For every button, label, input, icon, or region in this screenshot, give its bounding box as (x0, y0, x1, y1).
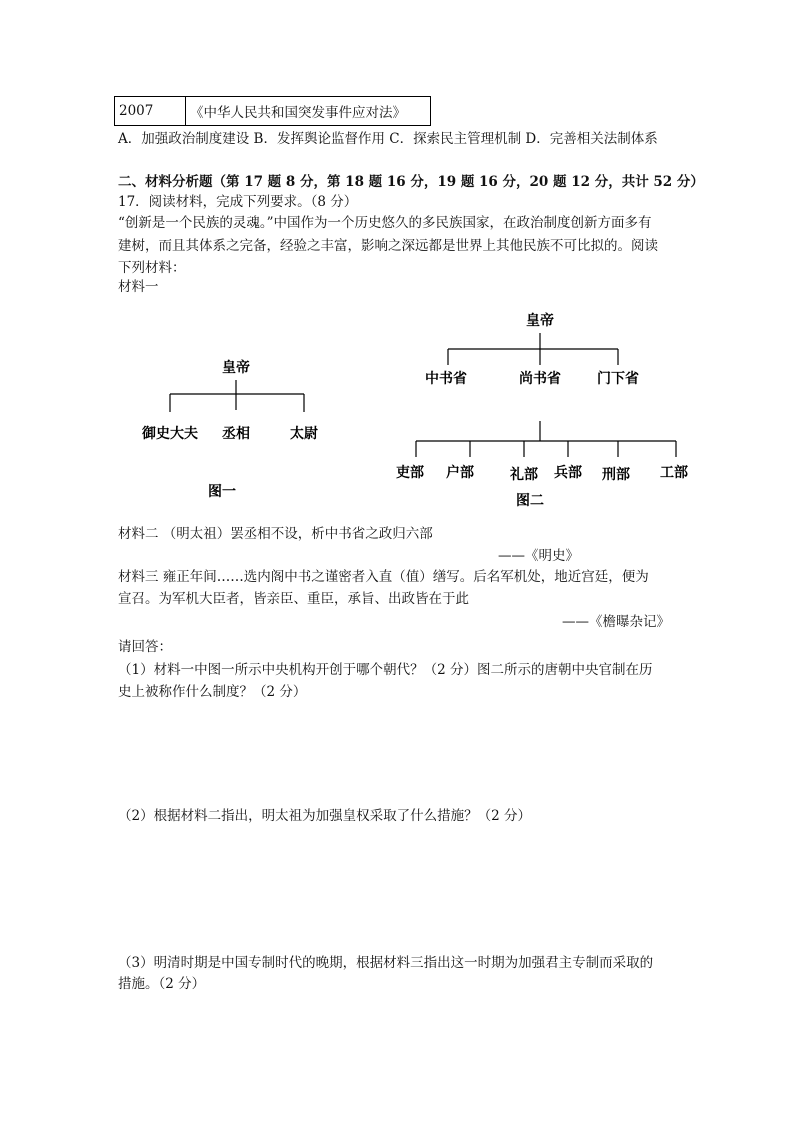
question-17-intro: 17．阅读材料，完成下列要求。（8 分） (118, 194, 358, 210)
sub-question-1-line-2: 史上被称作什么制度？（2 分） (118, 684, 307, 700)
paragraph-line-1: “创新是一个民族的灵魂。”中国作为一个历史悠久的多民族国家，在政治制度创新方面多有 (118, 215, 652, 231)
fig2-top-node: 皇帝 (526, 313, 554, 329)
material-2-source: ——《明史》 (498, 548, 579, 564)
answer-options: A．加强政治制度建设 B．发挥舆论监督作用 C．探索民主管理机制 D．完善相关法制体系 (118, 131, 658, 147)
fig1-caption: 图一 (208, 484, 236, 500)
paragraph-line-2: 建树，而且其体系之完备，经验之丰富，影响之深远都是世界上其他民族不可比拟的。阅读 (118, 238, 658, 254)
fig1-node-taiwei: 太尉 (290, 426, 318, 442)
fig2-node-gongbu: 工部 (660, 465, 688, 481)
paragraph-line-3: 下列材料： (118, 260, 186, 276)
answer-prompt: 请回答： (118, 639, 172, 655)
fig1-node-chengxiang: 丞相 (222, 426, 250, 442)
fig2-node-libu-personnel: 吏部 (396, 465, 424, 481)
figure-1-diagram (130, 350, 340, 510)
fig2-node-xingbu: 刑部 (602, 467, 630, 483)
fig1-top-node: 皇帝 (222, 360, 250, 376)
sub-question-3-line-1: （3）明清时期是中国专制时代的晚期，根据材料三指出这一时期为加强君主专制而采取的 (118, 955, 654, 971)
material-1-label: 材料一 (118, 279, 159, 295)
fig2-node-zhongshu: 中书省 (425, 371, 467, 387)
sub-question-2: （2）根据材料二指出，明太祖为加强皇权采取了什么措施？（2 分） (118, 808, 531, 824)
material-2: 材料二 （明太祖）罢丞相不设，析中书省之政归六部 (118, 526, 433, 542)
table-row (115, 97, 431, 126)
year-cell: 2007 (115, 97, 186, 126)
material-3-source: ——《檐曝杂记》 (562, 614, 670, 630)
section-title: 二、材料分析题（第 17 题 8 分，第 18 题 16 分，19 题 16 分，20 题 12 分，共计 52 分） (118, 174, 704, 190)
sub-question-1-line-1: （1）材料一中图一所示中央机构开创于哪个朝代？（2 分）图二所示的唐朝中央官制在历 (118, 662, 653, 678)
material-3-line-1: 材料三 雍正年间……选内阁中书之谨密者入直（值）缮写。后名军机处，地近宫廷，便为 (118, 569, 649, 585)
fig2-caption: 图二 (516, 493, 544, 509)
fig2-node-hubu: 户部 (446, 465, 474, 481)
figure-2-diagram (390, 305, 690, 515)
sub-question-3-line-2: 措施。（2 分） (118, 976, 206, 992)
fig1-node-yushi: 御史大夫 (142, 426, 198, 442)
law-table (114, 96, 431, 126)
fig2-node-menxia: 门下省 (597, 371, 639, 387)
law-cell: 《中华人民共和国突发事件应对法》 (186, 97, 431, 126)
fig2-node-libu-rites: 礼部 (510, 467, 538, 483)
fig2-node-bingbu: 兵部 (554, 465, 582, 481)
material-3-line-2: 宣召。为军机大臣者，皆亲臣、重臣，承旨、出政皆在于此 (118, 591, 469, 607)
fig2-node-shangshu: 尚书省 (519, 371, 561, 387)
